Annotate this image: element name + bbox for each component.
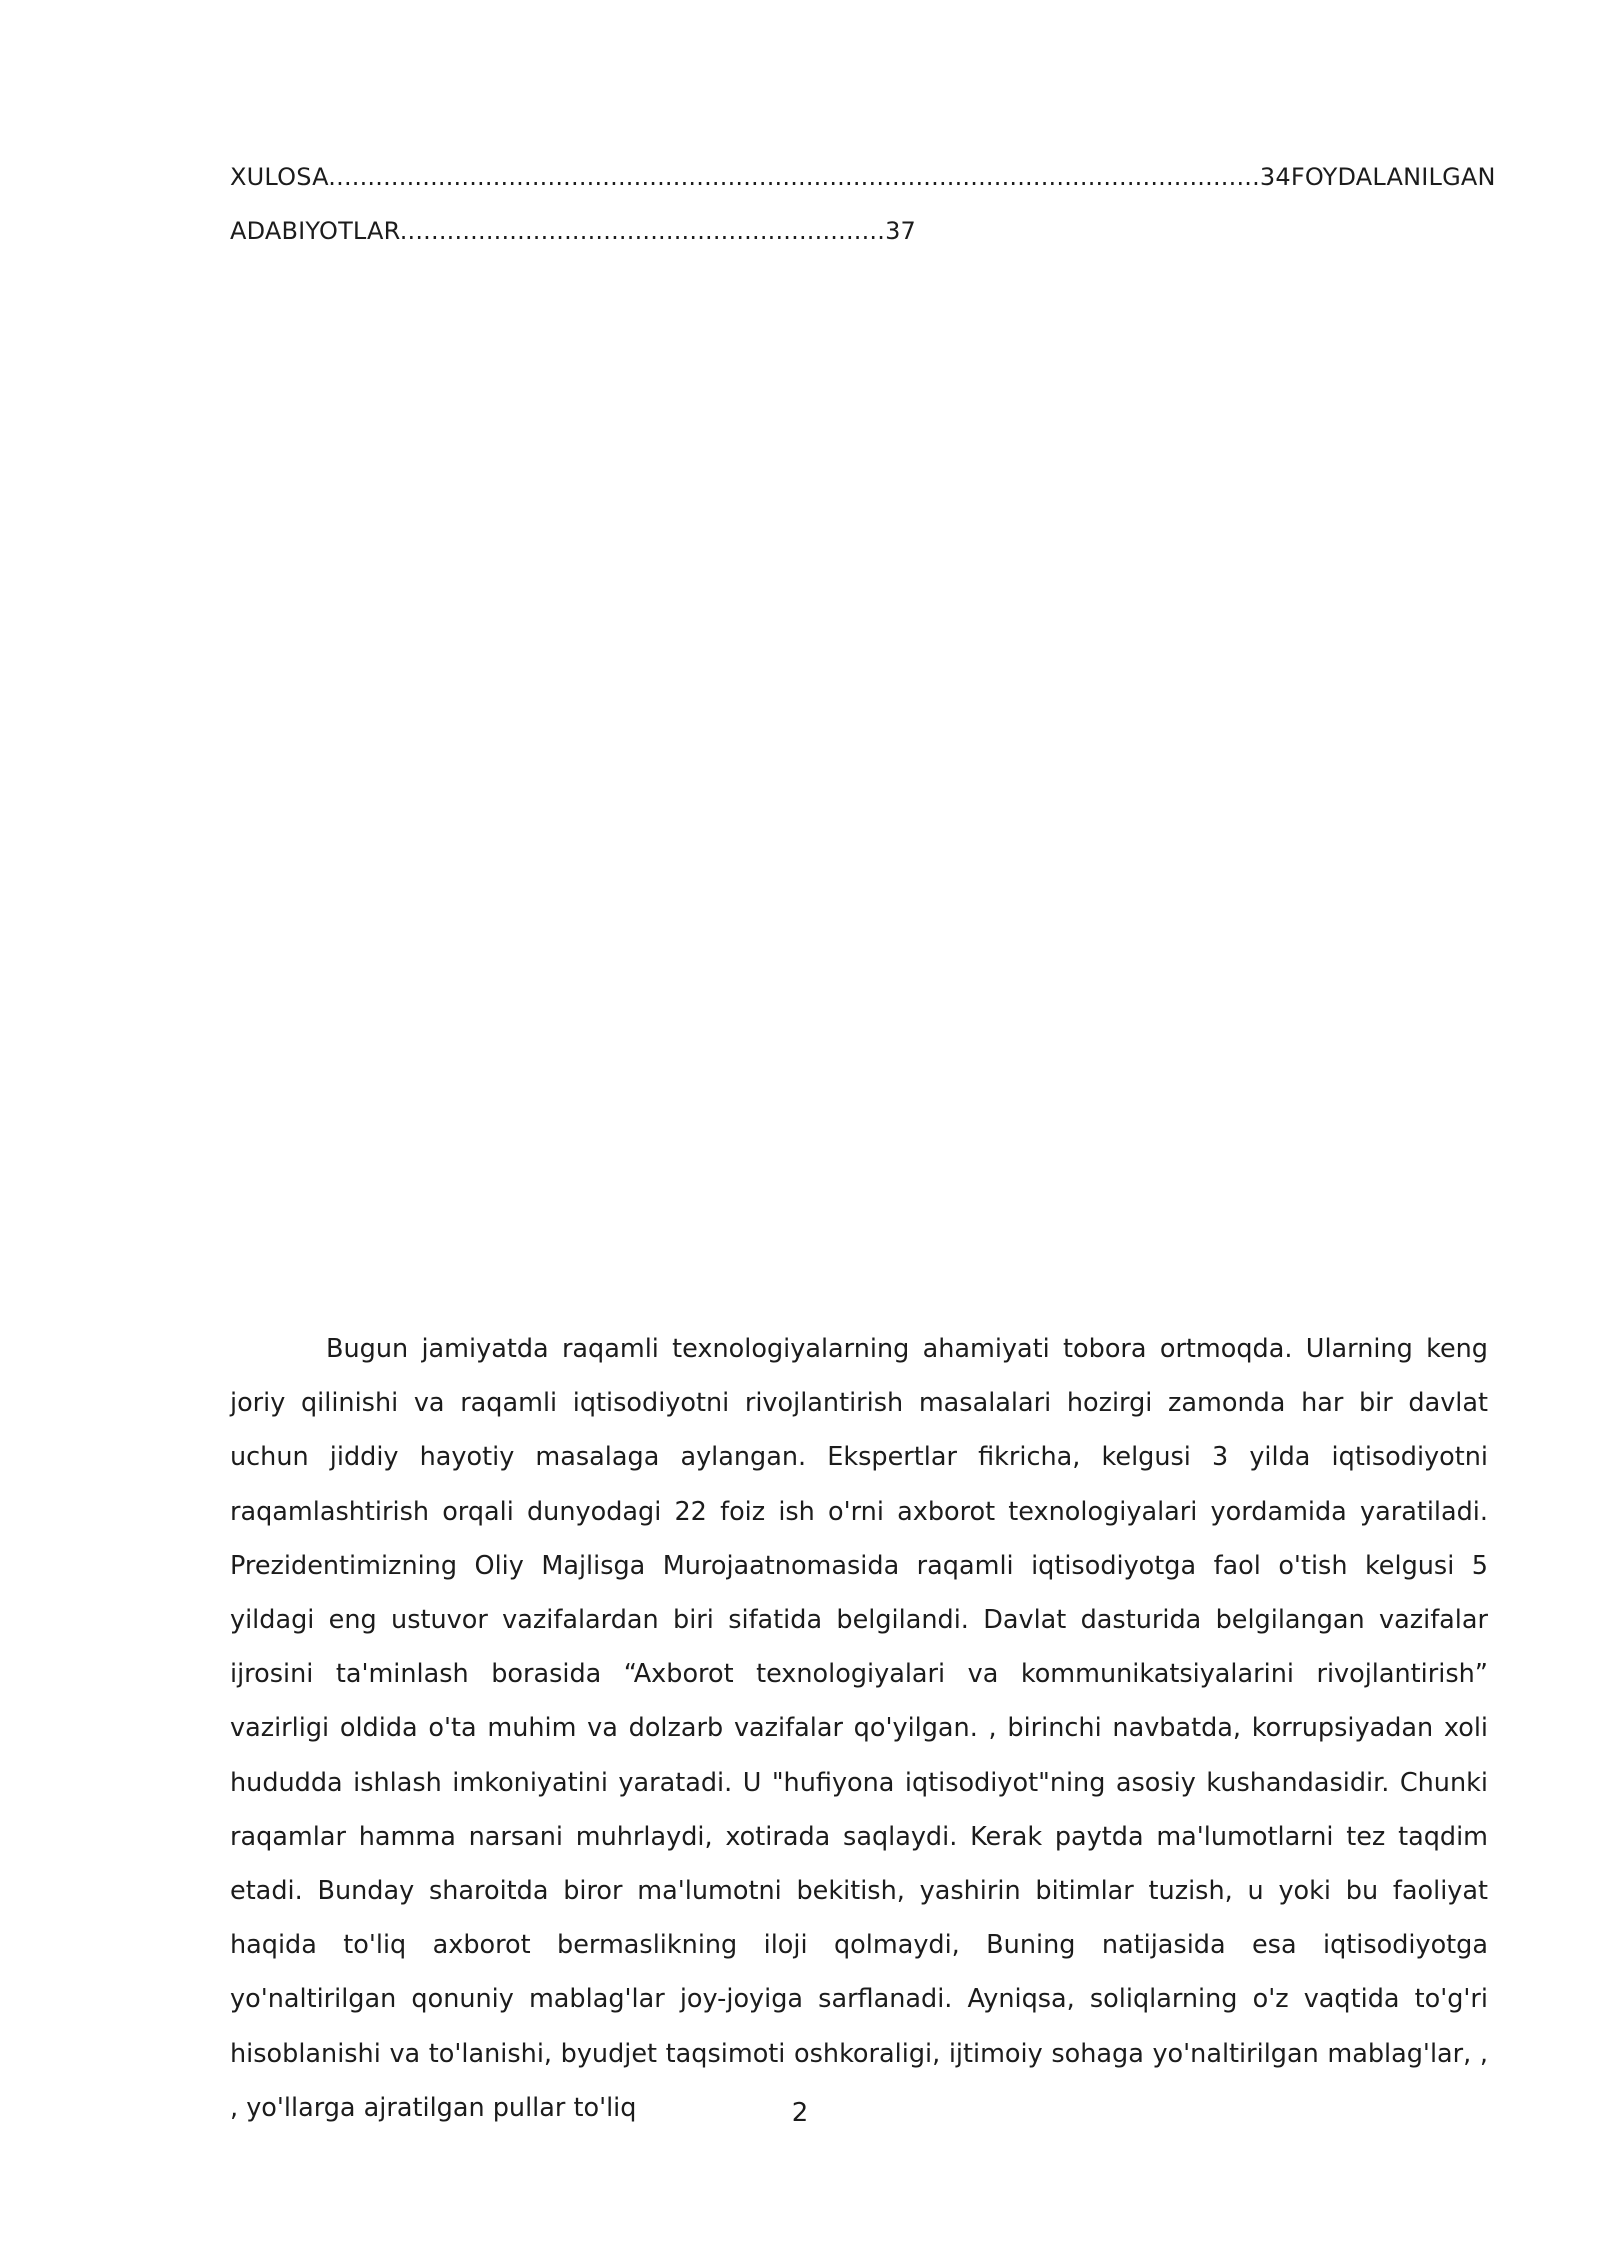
table-of-contents: [230, 150, 1496, 258]
toc-entry-adabiyotlar[interactable]: ADABIYOTLAR..............................................................37: [230, 217, 917, 245]
body-paragraph: Bugun jamiyatda raqamli texnologiyalarning ahamiyati tobora ortmoqda. Ularning keng joriy qilinishi va raqamli iqtisodiyotni rivojlantirish masalalari hozirgi zamonda har bir davlat uchun jiddiy hayotiy masalaga aylangan. Ekspertlar fikricha, kelgusi 3 yilda iqtisodiyotni raqamlashtirish orqali dunyodagi 22 foiz ish o'rni axborot texnologiyalari yordamida yaratiladi. Prezidentimizning Oliy Majlisga Murojaatnomasida raqamli iqtisodiyotga faol o'tish kelgusi 5 yildagi eng ustuvor vazifalardan biri sifatida belgilandi. Davlat dasturida belgilangan vazifalar ijrosini ta'minlash borasida “Axborot texnologiyalari va kommunikatsiyalarini rivojlantirish” vazirligi oldida o'ta muhim va dolzarb vazifalar qo'yilgan. , birinchi navbatda, korrupsiyadan xoli hududda ishlash imkoniyatini yaratadi. U "hufiyona iqtisodiyot"ning asosiy kushandasidir. Chunki raqamlar hamma narsani muhrlaydi, xotirada saqlaydi. Kerak paytda ma'lumotlarni tez taqdim etadi. Bunday sharoitda biror ma'lumotni bekitish, yashirin bitimlar tuzish, u yoki bu faoliyat haqida to'liq axborot bermaslikning iloji qolmaydi, Buning natijasida esa iqtisodiyotga yo'naltirilgan qonuniy mablag'lar joy-joyiga sarflanadi. Ayniqsa, soliqlarning o'z vaqtida to'g'ri hisoblanishi va to'lanishi, byudjet taqsimoti oshkoraligi, ijtimoiy sohaga yo'naltirilgan mablag'lar, , , yo'llarga ajratilgan pullar to'liq: [230, 1334, 1488, 2123]
page-number: 2: [791, 2098, 809, 2128]
toc-entry-xulosa[interactable]: XULOSA.......................................................................................................................34FOYDALANILGAN: [230, 163, 1496, 191]
